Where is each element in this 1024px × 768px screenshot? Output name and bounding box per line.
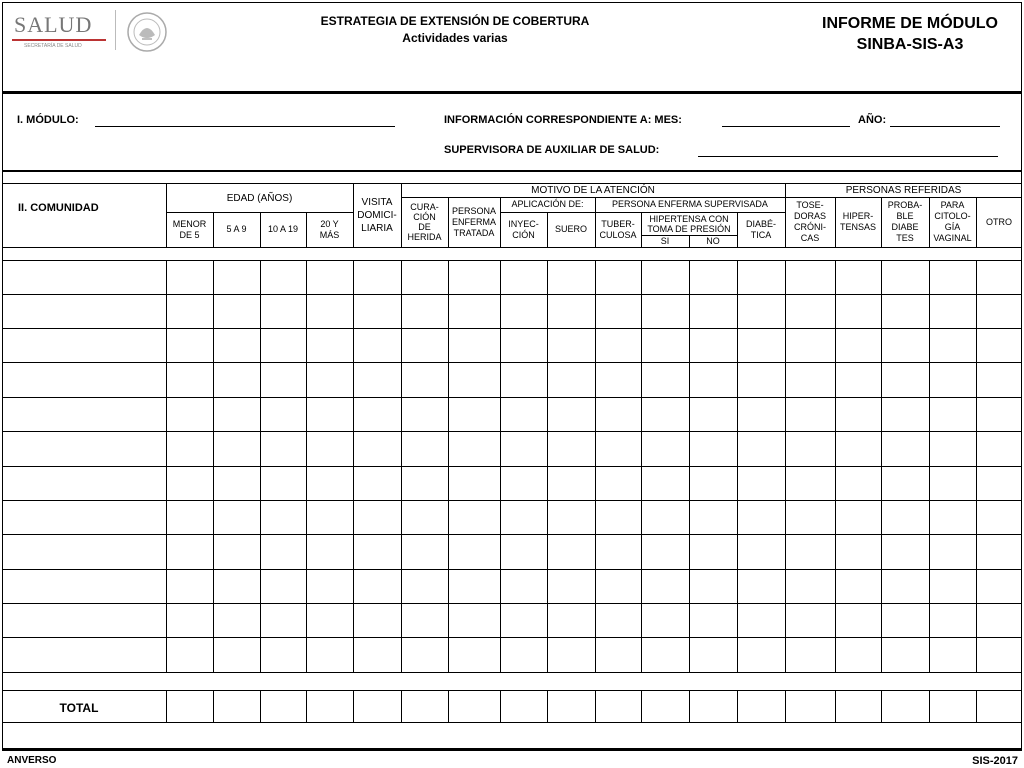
edad-20-header xyxy=(306,212,353,247)
hipertensas-line1: HIPER- xyxy=(842,211,874,221)
edad-20-line2: MÁS xyxy=(319,229,340,240)
curacion-line2: CIÓN xyxy=(413,212,436,222)
data-col-line xyxy=(737,260,738,672)
edad-5a9-header: 5 A 9 xyxy=(226,224,247,234)
row-line xyxy=(2,362,1022,363)
modulo-label: I. MÓDULO: xyxy=(17,114,79,126)
total-col-line xyxy=(306,690,307,722)
data-col-line xyxy=(353,260,354,672)
total-col-line xyxy=(881,690,882,722)
referidas-header: PERSONAS REFERIDAS xyxy=(845,185,962,196)
data-col-line xyxy=(306,260,307,672)
total-col-line xyxy=(785,690,786,722)
anio-field[interactable] xyxy=(890,126,1000,127)
diabetes-line2: BLE xyxy=(896,211,914,221)
diabetes-line1: PROBA- xyxy=(887,200,923,210)
logo-divider xyxy=(115,10,116,50)
total-col-line xyxy=(641,690,642,722)
edad-10a19-header: 10 A 19 xyxy=(267,224,299,234)
total-col-line xyxy=(500,690,501,722)
total-label: TOTAL xyxy=(59,700,99,715)
logo-stripe xyxy=(12,39,106,41)
total-col-line xyxy=(260,690,261,722)
data-col-line xyxy=(976,260,977,672)
citologia-line4: VAGINAL xyxy=(933,233,972,243)
tosedoras-line4: CAS xyxy=(800,233,820,243)
hipertensas-header xyxy=(835,197,881,247)
visita-line1: VISITA xyxy=(361,197,393,208)
tuberculosa-header xyxy=(595,212,641,247)
anio-label: AÑO: xyxy=(858,114,887,126)
tuberculosa-line1: TUBER- xyxy=(601,218,635,229)
persona-tratada-line1: PERSONA xyxy=(451,205,496,216)
otro-header: OTRO xyxy=(986,216,1012,227)
aplicacion-header: APLICACIÓN DE: xyxy=(511,199,584,209)
hipertensa-line1: HIPERTENSA CON xyxy=(649,213,729,224)
data-col-line xyxy=(448,260,449,672)
footer-left: ANVERSO xyxy=(7,755,57,766)
edad-menor-line1: MENOR xyxy=(172,218,207,229)
logo-text: SALUD xyxy=(14,12,93,37)
data-col-line xyxy=(260,260,261,672)
mes-label: INFORMACIÓN CORRESPONDIENTE A: MES: xyxy=(444,114,682,126)
supervisora-field[interactable] xyxy=(698,156,998,157)
report-title: INFORME DE MÓDULO xyxy=(822,15,998,32)
no-header: NO xyxy=(706,235,720,246)
mes-field[interactable] xyxy=(722,126,850,127)
edad-menor-header xyxy=(166,212,213,247)
data-col-line xyxy=(881,260,882,672)
salud-logo xyxy=(8,10,108,50)
data-col-line xyxy=(500,260,501,672)
row-line xyxy=(2,603,1022,604)
supervisada-header: PERSONA ENFERMA SUPERVISADA xyxy=(612,199,768,209)
total-col-line xyxy=(929,690,930,722)
motivo-header: MOTIVO DE LA ATENCIÓN xyxy=(531,185,655,196)
row-line xyxy=(2,431,1022,432)
citologia-line1: PARA xyxy=(940,200,965,210)
curacion-line3: DE xyxy=(418,222,431,232)
data-col-line xyxy=(835,260,836,672)
total-col-line xyxy=(547,690,548,722)
total-col-line xyxy=(213,690,214,722)
tosedoras-line2: DORAS xyxy=(793,211,826,221)
data-col-line xyxy=(401,260,402,672)
supervisora-label: SUPERVISORA DE AUXILIAR DE SALUD: xyxy=(444,144,660,156)
diabetes-header xyxy=(881,197,929,247)
row-line xyxy=(2,294,1022,295)
data-col-line xyxy=(547,260,548,672)
total-col-line xyxy=(595,690,596,722)
si-header: SI xyxy=(660,235,670,246)
persona-tratada-line2: ENFERMA xyxy=(451,216,496,227)
data-col-line xyxy=(641,260,642,672)
total-top-line xyxy=(2,690,1022,691)
total-col-line xyxy=(353,690,354,722)
comunidad-header: II. COMUNIDAD xyxy=(18,201,99,214)
total-col-line xyxy=(737,690,738,722)
inyeccion-line1: INYEC- xyxy=(508,218,539,229)
row-line xyxy=(2,397,1022,398)
citologia-line3: GÍA xyxy=(944,222,961,232)
total-col-line xyxy=(401,690,402,722)
row-line xyxy=(2,637,1022,638)
edad-menor-line2: DE 5 xyxy=(179,229,200,240)
row-line xyxy=(2,466,1022,467)
hipertensa-header xyxy=(641,212,737,235)
edad-header: EDAD (AÑOS) xyxy=(226,192,293,204)
tosedoras-header xyxy=(785,197,835,247)
curacion-line1: CURA- xyxy=(410,202,439,212)
form-subtitle: Actividades varias xyxy=(402,31,508,45)
hipertensas-line2: TENSAS xyxy=(839,222,876,232)
persona-tratada-header xyxy=(448,197,500,247)
header-bottom-line xyxy=(2,247,1022,248)
row-line xyxy=(2,534,1022,535)
data-col-line xyxy=(213,260,214,672)
info-divider xyxy=(2,170,1022,172)
total-col-line xyxy=(689,690,690,722)
inyeccion-header xyxy=(500,212,547,247)
curacion-line4: HERIDA xyxy=(407,232,442,242)
inyeccion-line2: CIÓN xyxy=(512,229,535,240)
visita-line2: DOMICI- xyxy=(357,210,397,221)
total-col-line xyxy=(835,690,836,722)
header-divider xyxy=(2,91,1022,94)
form-title: ESTRATEGIA DE EXTENSIÓN DE COBERTURA xyxy=(320,14,590,28)
diabetica-header xyxy=(737,212,785,247)
data-col-line xyxy=(785,260,786,672)
tosedoras-line1: TOSE- xyxy=(796,200,824,210)
data-col-line xyxy=(929,260,930,672)
diabetes-line4: TES xyxy=(896,233,914,243)
data-col-line xyxy=(689,260,690,672)
tuberculosa-line2: CULOSA xyxy=(599,229,637,240)
citologia-header xyxy=(929,197,976,247)
visita-header xyxy=(353,184,401,247)
visita-line3: LIARIA xyxy=(361,223,393,234)
edad-20-line1: 20 Y xyxy=(320,218,339,229)
total-col-line xyxy=(976,690,977,722)
row-line xyxy=(2,500,1022,501)
hipertensa-line2: TOMA DE PRESIÓN xyxy=(647,223,731,234)
row-line xyxy=(2,260,1022,261)
coat-of-arms-icon xyxy=(124,11,170,53)
suero-header: SUERO xyxy=(554,224,587,234)
diabetica-line1: DIABÉ- xyxy=(745,218,776,229)
row-line xyxy=(2,672,1022,673)
row-line xyxy=(2,569,1022,570)
tosedoras-line3: CRÓNI- xyxy=(794,222,826,232)
logo-subtext: SECRETARÍA DE SALUD xyxy=(24,43,82,49)
bottom-divider xyxy=(2,748,1022,751)
total-bottom-line xyxy=(2,722,1022,723)
footer-right: SIS-2017 xyxy=(972,755,1018,767)
total-col-line xyxy=(166,690,167,722)
total-col-line xyxy=(448,690,449,722)
citologia-line2: CITOLO- xyxy=(934,211,971,221)
row-line xyxy=(2,328,1022,329)
diabetes-line3: DIABE xyxy=(891,222,919,232)
curacion-header xyxy=(401,197,448,247)
data-col-line xyxy=(166,260,167,672)
report-code: SINBA-SIS-A3 xyxy=(856,36,964,53)
diabetica-line2: TICA xyxy=(750,229,772,240)
data-col-line xyxy=(595,260,596,672)
modulo-field[interactable] xyxy=(95,126,395,127)
persona-tratada-line3: TRATADA xyxy=(453,227,495,238)
